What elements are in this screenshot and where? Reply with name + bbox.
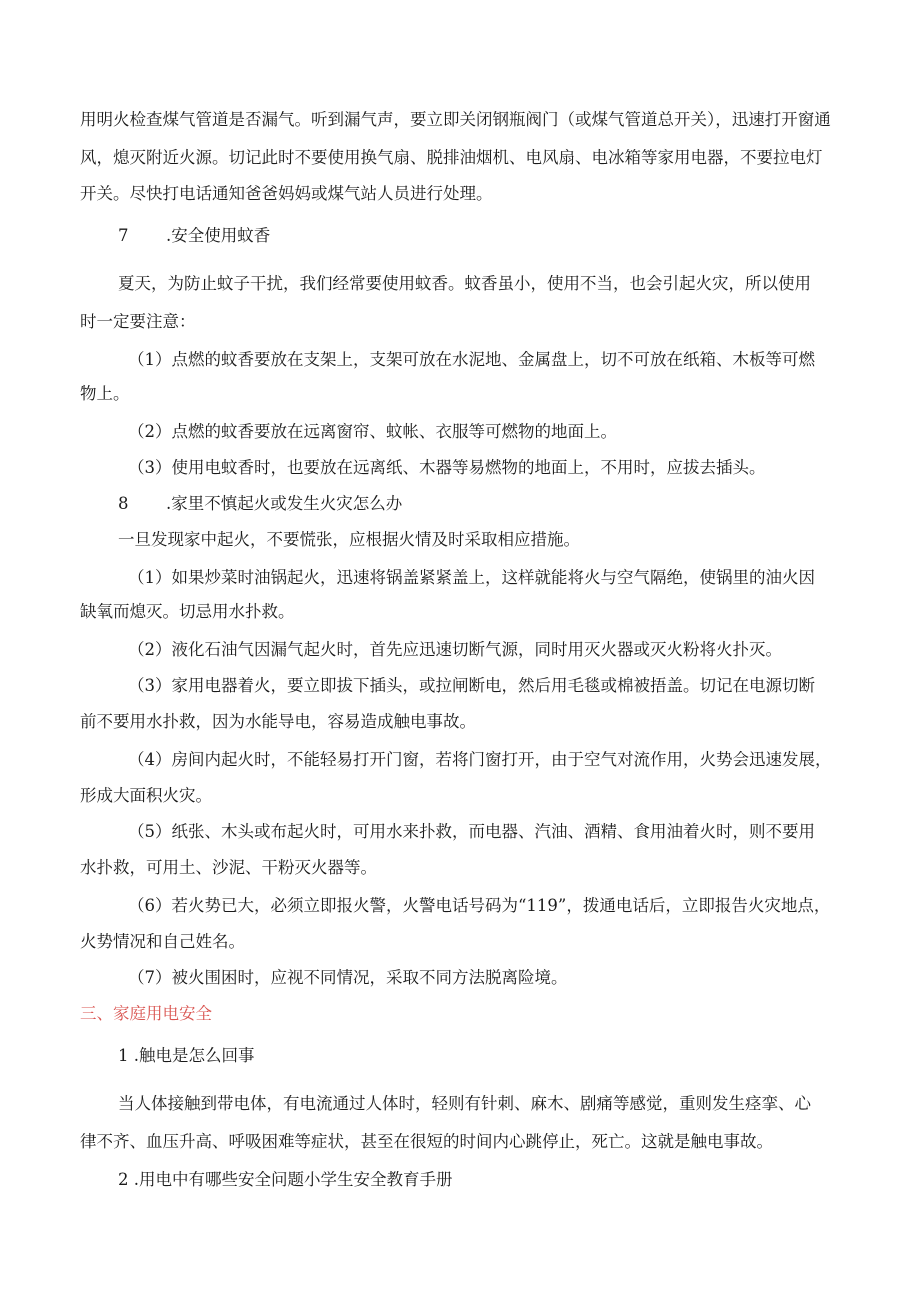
part-3-section-2-heading: [118, 1170, 453, 1190]
intro-line-2: 风，熄灭附近火源。切记此时不要使用换气扇、脱排油烟机、电风扇、电冰箱等家用电器，不要拉电灯: [80, 148, 823, 167]
section-7-title: .安全使用蚊香: [166, 226, 271, 245]
section-8-item-4-line-2: 形成大面积火灾。: [80, 786, 212, 805]
section-7-para-line-2: 时一定要注意：: [80, 312, 196, 331]
part-3-section-1-line-1: 当人体接触到带电体，有电流通过人体时，轻则有针刺、麻木、剧痛等感觉，重则发生痉挛、心: [118, 1094, 811, 1113]
section-7-number: 7: [118, 226, 129, 245]
section-8-item-4-line-1: （4）房间内起火时，不能轻易打开门窗，若将门窗打开，由于空气对流作用，火势会迅速发展，: [128, 750, 832, 769]
section-8-heading: [118, 494, 402, 514]
section-7-item-3: （3）使用电蚊香时，也要放在远离纸、木器等易燃物的地面上，不用时，应拔去插头。: [128, 458, 766, 477]
part-3-heading: 三、家庭用电安全: [80, 1004, 212, 1023]
section-7-item-2: （2）点燃的蚊香要放在远离窗帘、蚊帐、衣服等可燃物的地面上。: [128, 422, 617, 441]
section-7-item-1-line-1: （1）点燃的蚊香要放在支架上，支架可放在水泥地、金属盘上，切不可放在纸箱、木板等可燃: [128, 350, 815, 369]
intro-line-3: 开关。尽快打电话通知爸爸妈妈或煤气站人员进行处理。: [80, 184, 493, 203]
section-7-heading: [118, 226, 270, 246]
section-8-item-7: （7）被火围困时，应视不同情况，采取不同方法脱离险境。: [128, 968, 568, 987]
section-7-para-line-1: 夏天，为防止蚊子干扰，我们经常要使用蚊香。蚊香虽小，使用不当，也会引起火灾，所以使用: [118, 274, 811, 293]
section-8-item-3-line-2: 前不要用水扑救，因为水能导电，容易造成触电事故。: [80, 712, 476, 731]
part-3-section-1-line-2: 律不齐、血压升高、呼吸困难等症状，甚至在很短的时间内心跳停止，死亡。这就是触电事故。: [80, 1132, 773, 1151]
section-8-item-2: （2）液化石油气因漏气起火时，首先应迅速切断气源，同时用灭火器或灭火粉将火扑灭。: [128, 640, 782, 659]
section-8-item-6-line-1: （6）若火势已大，必须立即报火警，火警电话号码为“119”，拨通电话后，立即报告火灾地点，: [128, 896, 831, 915]
section-8-intro: 一旦发现家中起火，不要慌张，应根据火情及时采取相应措施。: [118, 530, 580, 549]
section-8-item-3-line-1: （3）家用电器着火，要立即拔下插头，或拉闸断电，然后用毛毯或棉被捂盖。切记在电源切断: [128, 676, 815, 695]
part-3-section-1-number: 1: [118, 1046, 129, 1065]
section-8-item-1-line-2: 缺氧而熄灭。切忌用水扑救。: [80, 602, 295, 621]
part-3-section-2-number: 2: [118, 1170, 129, 1189]
section-8-item-5-line-1: （5）纸张、木头或布起火时，可用水来扑救，而电器、汽油、酒精、食用油着火时，则不要用: [128, 822, 815, 841]
section-8-item-6-line-2: 火势情况和自己姓名。: [80, 932, 245, 951]
intro-line-1: 用明火检查煤气管道是否漏气。听到漏气声，要立即关闭钢瓶阀门（或煤气管道总开关），迅速打开窗通: [80, 110, 831, 129]
section-8-number: 8: [118, 494, 129, 513]
part-3-section-1-title: .触电是怎么回事: [133, 1046, 255, 1065]
part-3-section-2-title: .用电中有哪些安全问题小学生安全教育手册: [133, 1170, 453, 1189]
section-8-title: .家里不慎起火或发生火灾怎么办: [166, 494, 403, 513]
section-7-item-1-line-2: 物上。: [80, 384, 130, 403]
part-3-section-1-heading: [118, 1046, 255, 1066]
section-8-item-1-line-1: （1）如果炒菜时油锅起火，迅速将锅盖紧紧盖上，这样就能将火与空气隔绝，使锅里的油火因: [128, 568, 815, 587]
section-8-item-5-line-2: 水扑救，可用土、沙泥、干粉灭火器等。: [80, 858, 377, 877]
